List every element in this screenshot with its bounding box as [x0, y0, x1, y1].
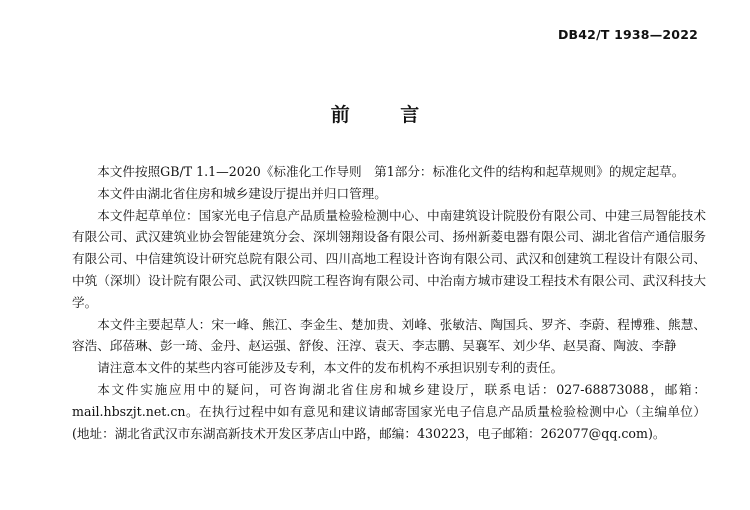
paragraph-contact: 本文件实施应用中的疑问，可咨询湖北省住房和城乡建设厅，联系电话：027-68873088，邮箱：mail.hbszjt.net.cn。在执行过程中如有意见和建议请邮寄国家光电子信息产品质量检验检测中心（主编单位）(地址：湖北省武汉市东湖高新技术开发区茅店山中路，邮编：430223，电子邮箱：262077@qq.com)。: [72, 381, 706, 441]
page-title: 前 言: [330, 104, 442, 126]
document-code: DB42/T 1938—2022: [557, 27, 698, 42]
paragraph-proposer: 本文件由湖北省住房和城乡建设厅提出并归口管理。: [97, 185, 387, 201]
paragraph-patent-notice: 请注意本文件的某些内容可能涉及专利，本文件的发布机构不承担识别专利的责任。: [97, 360, 564, 376]
paragraph-drafters: 本文件主要起草人：宋一峰、熊江、李金生、楚加贵、刘峰、张敏洁、陶国兵、罗齐、李蔚、程博雅、熊慧、容浩、邱蓓琳、彭一琦、金丹、赵运强、舒俊、汪淳、袁天、李志鹏、吴襄军、刘少华、赵昊裔、陶波、李静: [72, 316, 706, 354]
paragraph-drafting-rules: 本文件按照GB/T 1.1—2020《标准化工作导则 第1部分：标准化文件的结构和起草规则》的规定起草。: [97, 164, 685, 179]
paragraph-drafting-units: 本文件起草单位：国家光电子信息产品质量检验检测中心、中南建筑设计院股份有限公司、中建三局智能技术有限公司、武汉建筑业协会智能建筑分会、深圳翎翔设备有限公司、扬州新菱电器有限公司、湖北省信产通信服务有限公司、中信建筑设计研究总院有限公司、四川高地工程设计咨询有限公司、武汉和创建筑工程设计有限公司、中筑（深圳）设计院有限公司、武汉铁四院工程咨询有限公司、中治南方城市建设工程技术有限公司、武汉科技大学。: [72, 207, 706, 310]
foreword-body: [72, 161, 706, 444]
